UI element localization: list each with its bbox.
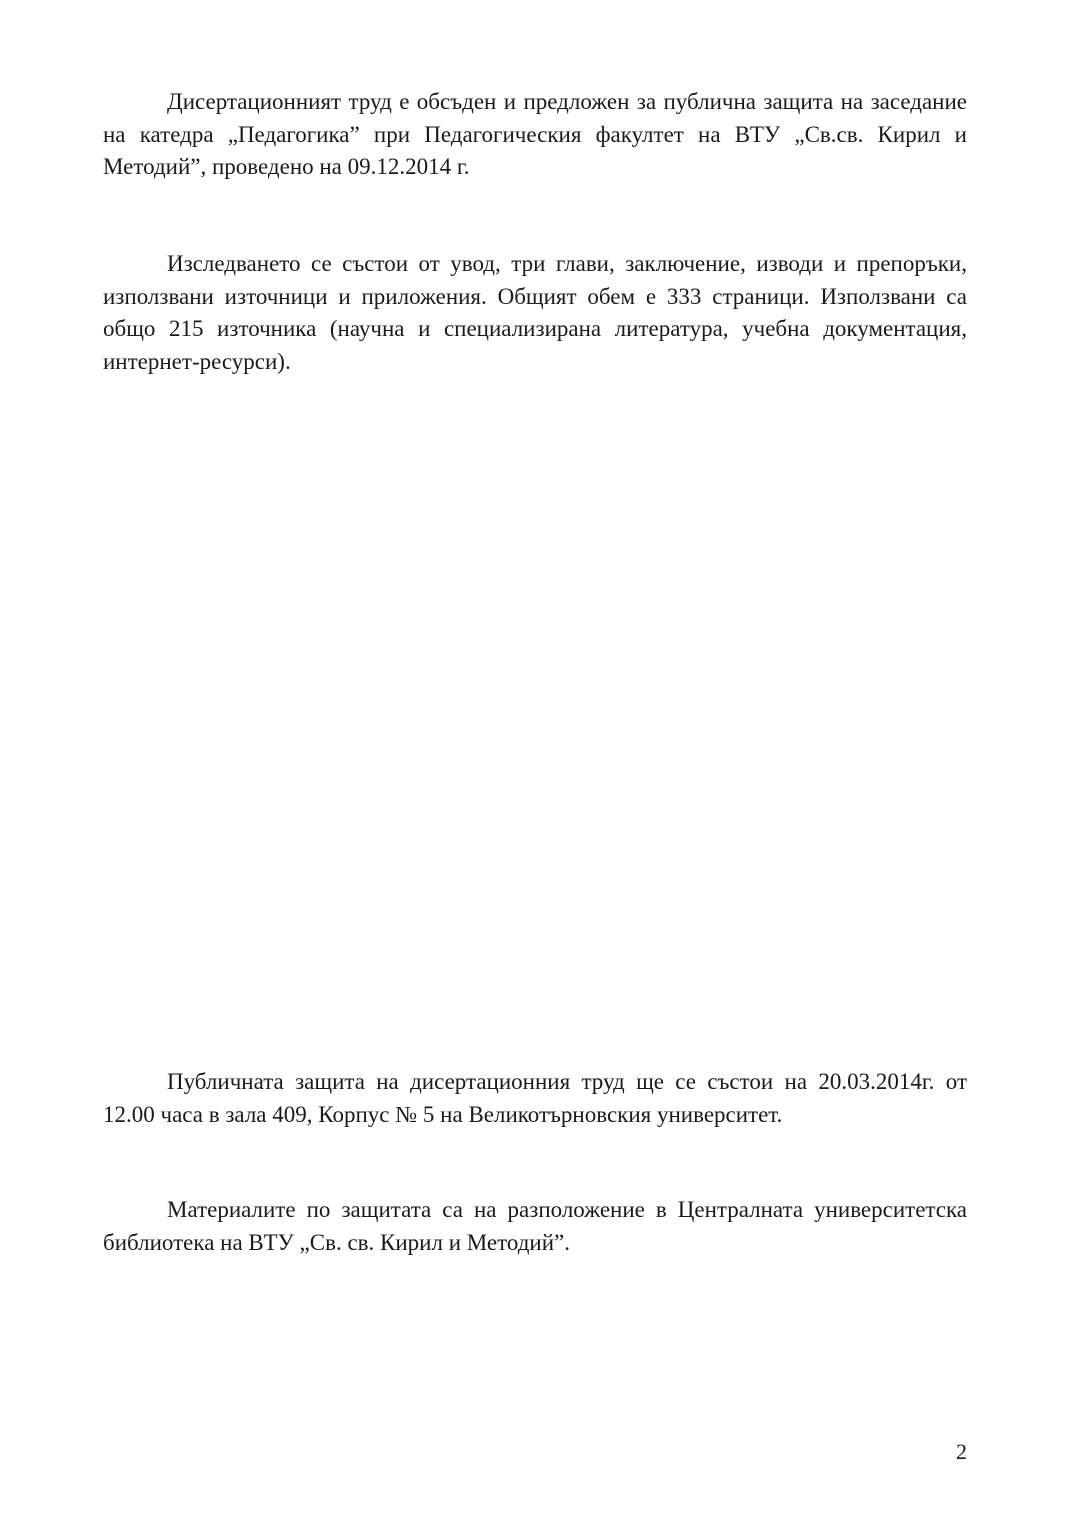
paragraph-materials: Материалите по защитата са на разположение в Централната университетска библиотека на ВТУ „Св. св. Кирил и Методий”. [103, 1197, 967, 1255]
paragraph-structure: Изследването се състои от увод, три глави, заключение, изводи и препоръки, използвани източници и приложения. Общият обем е 333 страници. Използвани са общо 215 източника (научна и специализирана литература, учебна документация, интернет-ресурси). [103, 251, 967, 374]
paragraph-public-defense: Публичната защита на дисертационния труд ще се състои на 20.03.2014г. от 12.00 часа в зала 409, Корпус № 5 на Великотърновския университет. [103, 1069, 967, 1127]
paragraph-discussion: Дисертационният труд е обсъден и предложен за публична защита на заседание на катедра „Педагогика” при Педагогическия факултет на ВТУ „Св.св. Кирил и Методий”, проведено на 09.12.2014 г. [103, 89, 967, 179]
page-number: 2 [956, 1439, 967, 1464]
